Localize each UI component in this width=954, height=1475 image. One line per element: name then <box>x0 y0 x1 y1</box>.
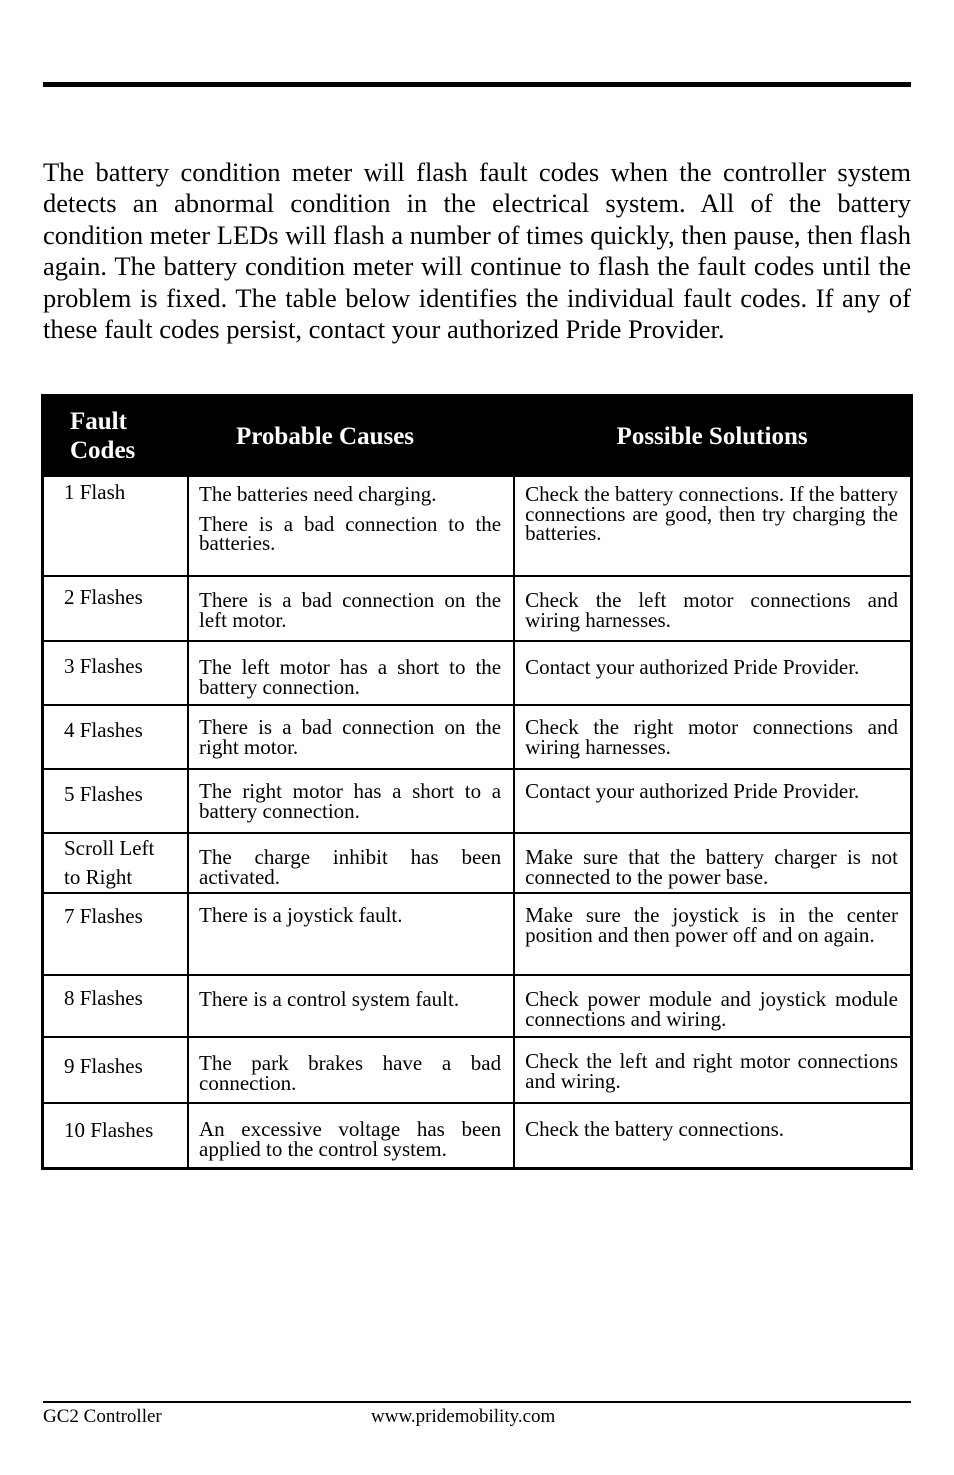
table-row <box>43 1037 912 1103</box>
cause-cell <box>188 833 514 893</box>
top-rule <box>43 82 911 87</box>
header-probable-causes: Probable Causes <box>188 396 514 477</box>
cause-cell <box>188 641 514 705</box>
solution-cell: Contact your authorized Pride Provider. <box>514 769 911 833</box>
cause-text: There is a control system fault. <box>199 987 460 1011</box>
cause-cell <box>188 1037 514 1103</box>
table-row <box>43 476 912 576</box>
solution-cell: Check the left motor connections and wiring harnesses. <box>514 576 911 641</box>
cause-text: The left motor has a short to the battery connection. <box>199 655 502 699</box>
table-row <box>43 769 912 833</box>
footer-website: www.pridemobility.com <box>371 1406 556 1427</box>
cause-text: There is a bad connection on the left motor. <box>199 588 502 632</box>
table-header-row <box>43 396 912 477</box>
cause-text: An excessive voltage has been applied to the control system. <box>199 1117 502 1161</box>
cause-text: There is a bad connection to the batteries. <box>199 511 502 555</box>
solution-cell: Make sure the joystick is in the center position and then power off and on again. <box>514 893 911 975</box>
fault-code-cell: 5 Flashes <box>43 769 189 833</box>
fault-code-cell: 8 Flashes <box>43 975 189 1037</box>
cause-text: The park brakes have a bad connection. <box>199 1051 502 1095</box>
fault-code-cell: 10 Flashes <box>43 1103 189 1168</box>
solution-cell: Contact your authorized Pride Provider. <box>514 641 911 705</box>
footer-rule <box>43 1401 911 1403</box>
cause-cell <box>188 975 514 1037</box>
footer-product-name: GC2 Controller <box>43 1406 162 1427</box>
table-row <box>43 975 912 1037</box>
cause-text: There is a bad connection on the right motor. <box>199 715 502 759</box>
cause-text: The right motor has a short to a battery connection. <box>199 779 502 823</box>
cause-cell <box>188 476 514 576</box>
solution-cell: Check the battery connections. <box>514 1103 911 1168</box>
header-fault-codes <box>43 396 189 477</box>
solution-cell: Check the right motor connections and wiring harnesses. <box>514 705 911 769</box>
fault-code-cell: Scroll Left to Right <box>43 833 189 893</box>
fault-code-cell: 3 Flashes <box>43 641 189 705</box>
cause-cell <box>188 705 514 769</box>
fault-code-cell: 1 Flash <box>43 476 189 576</box>
cause-text: The batteries need charging. <box>199 482 437 506</box>
fault-codes-table <box>41 394 913 1170</box>
cause-cell <box>188 769 514 833</box>
table-row <box>43 893 912 975</box>
solution-cell: Check the battery connections. If the battery connections are good, then try charging the batteries. <box>514 476 911 576</box>
table-row <box>43 1103 912 1168</box>
cause-text: The charge inhibit has been activated. <box>199 845 502 889</box>
header-fault-codes-line1: Fault <box>70 408 127 435</box>
cause-cell <box>188 576 514 641</box>
cause-text: There is a joystick fault. <box>199 903 403 927</box>
header-fault-codes-line2: Codes <box>70 437 136 464</box>
cause-cell <box>188 1103 514 1168</box>
fault-code-cell: 7 Flashes <box>43 893 189 975</box>
table-row <box>43 705 912 769</box>
fault-code-cell: 9 Flashes <box>43 1037 189 1103</box>
fault-code-cell: 4 Flashes <box>43 705 189 769</box>
solution-cell: Check power module and joystick module connections and wiring. <box>514 975 911 1037</box>
solution-cell: Make sure that the battery charger is not connected to the power base. <box>514 833 911 893</box>
solution-cell: Check the left and right motor connections and wiring. <box>514 1037 911 1103</box>
intro-paragraph: The battery condition meter will flash fault codes when the controller system detects an abnormal condition in the electrical system. All of the battery condition meter LEDs will flash a number of times quickly, then pause, then flash again. The battery condition meter will continue to flash the fault codes until the problem is fixed. The table below identifies the individual fault codes. If any of these fault codes persist, contact your authorized Pride Provider. <box>43 157 911 345</box>
cause-cell <box>188 893 514 975</box>
table-row <box>43 833 912 893</box>
table-row <box>43 641 912 705</box>
fault-code-cell: 2 Flashes <box>43 576 189 641</box>
header-possible-solutions: Possible Solutions <box>514 396 911 477</box>
table-row <box>43 576 912 641</box>
